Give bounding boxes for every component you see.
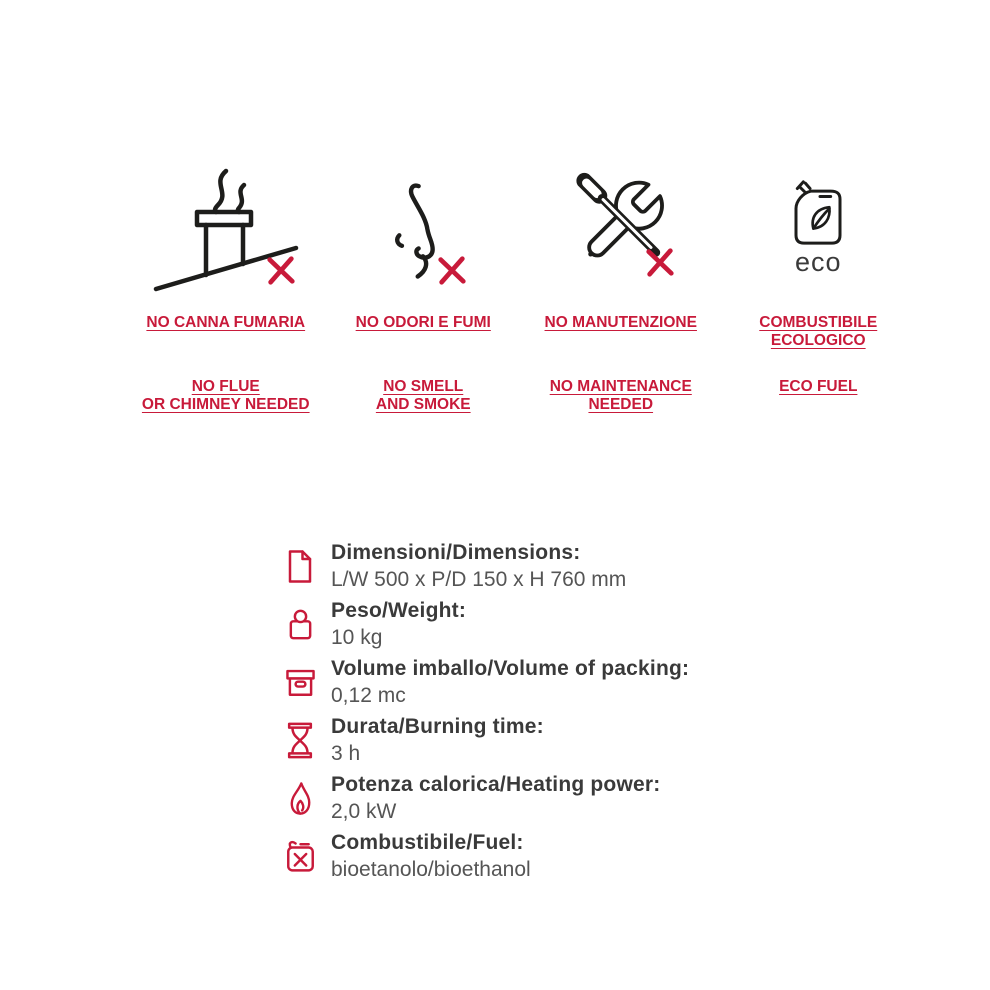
label-en-line: AND SMOKE [375,395,471,413]
spec-icon-cell [281,839,319,874]
spec-row-weight [281,597,990,651]
spec-value: 3 h [331,742,361,765]
spec-label: Peso/Weight: [331,599,467,622]
feature-icon-area [720,160,918,300]
spec-value: 2,0 kW [331,800,397,823]
spec-icon-cell [281,608,319,641]
weight-icon [286,608,315,641]
spec-value: 0,12 mc [331,684,406,707]
spec-icon-cell [281,667,319,698]
feature-label-it [146,314,305,350]
spec-icon-cell [281,722,319,759]
feature-eco-fuel [720,160,918,413]
spec-row-dimensions [281,539,990,593]
spec-row-packing-volume [281,655,990,709]
spec-text [331,829,531,883]
spec-text [331,655,689,709]
label-en-line: NO MAINTENANCE [549,378,692,395]
feature-label-it [545,314,697,350]
spec-text [331,597,466,651]
spec-label: Dimensioni/Dimensions: [331,541,581,564]
spec-value: bioetanolo/bioethanol [331,858,531,881]
feature-icon-area [325,160,523,300]
eco-caption: eco [794,247,842,277]
hourglass-icon [285,722,315,759]
box-icon [284,667,317,698]
spec-value: 10 kg [331,626,383,649]
label-en-line: NEEDED [588,395,654,413]
feature-label-en [550,378,692,413]
spec-row-burning-time [281,713,990,767]
feature-label-it [759,314,877,350]
feature-label-en [142,378,310,413]
specs-section [281,539,990,883]
spec-label: Durata/Burning time: [331,715,544,738]
spec-text [331,771,660,825]
spec-text [331,713,544,767]
label-it-line: NO MANUTENZIONE [544,314,697,331]
spec-icon-cell [281,780,319,817]
spec-row-fuel [281,829,990,883]
spec-icon-cell [281,548,319,585]
spec-row-heating-power [281,771,990,825]
spec-label: Combustibile/Fuel: [331,831,524,854]
label-en-line: ECO FUEL [779,378,858,395]
document-icon [285,548,315,585]
spec-text [331,539,626,593]
feature-no-chimney [127,160,325,413]
spec-value: L/W 500 x P/D 150 x H 760 mm [331,568,627,591]
label-it-line: NO CANNA FUMARIA [146,314,306,331]
jerrycan-icon [285,839,316,874]
label-it-line: COMBUSTIBILE [759,314,878,331]
eco-jerrycan-icon [788,179,848,246]
feature-icon-area [522,160,720,300]
feature-no-maintenance [522,160,720,413]
eco-icon-group [788,179,848,276]
label-it-line: ECOLOGICO [770,331,866,349]
feature-label-it [356,314,491,350]
label-en-line: NO SMELL [383,378,464,395]
cross-icon [436,254,468,286]
label-en-line: NO FLUE [191,378,260,395]
cross-icon [644,246,676,278]
spec-label: Potenza calorica/Heating power: [331,773,661,796]
cross-icon [265,254,297,286]
spec-label: Volume imballo/Volume of packing: [331,657,690,680]
label-it-line: NO ODORI E FUMI [355,314,491,331]
feature-label-en [779,378,857,396]
feature-no-smell [325,160,523,413]
label-en-line: OR CHIMNEY NEEDED [141,395,310,413]
feature-icon-area [127,160,325,300]
feature-label-en [376,378,471,413]
flame-icon [287,780,314,817]
features-section [127,160,917,413]
